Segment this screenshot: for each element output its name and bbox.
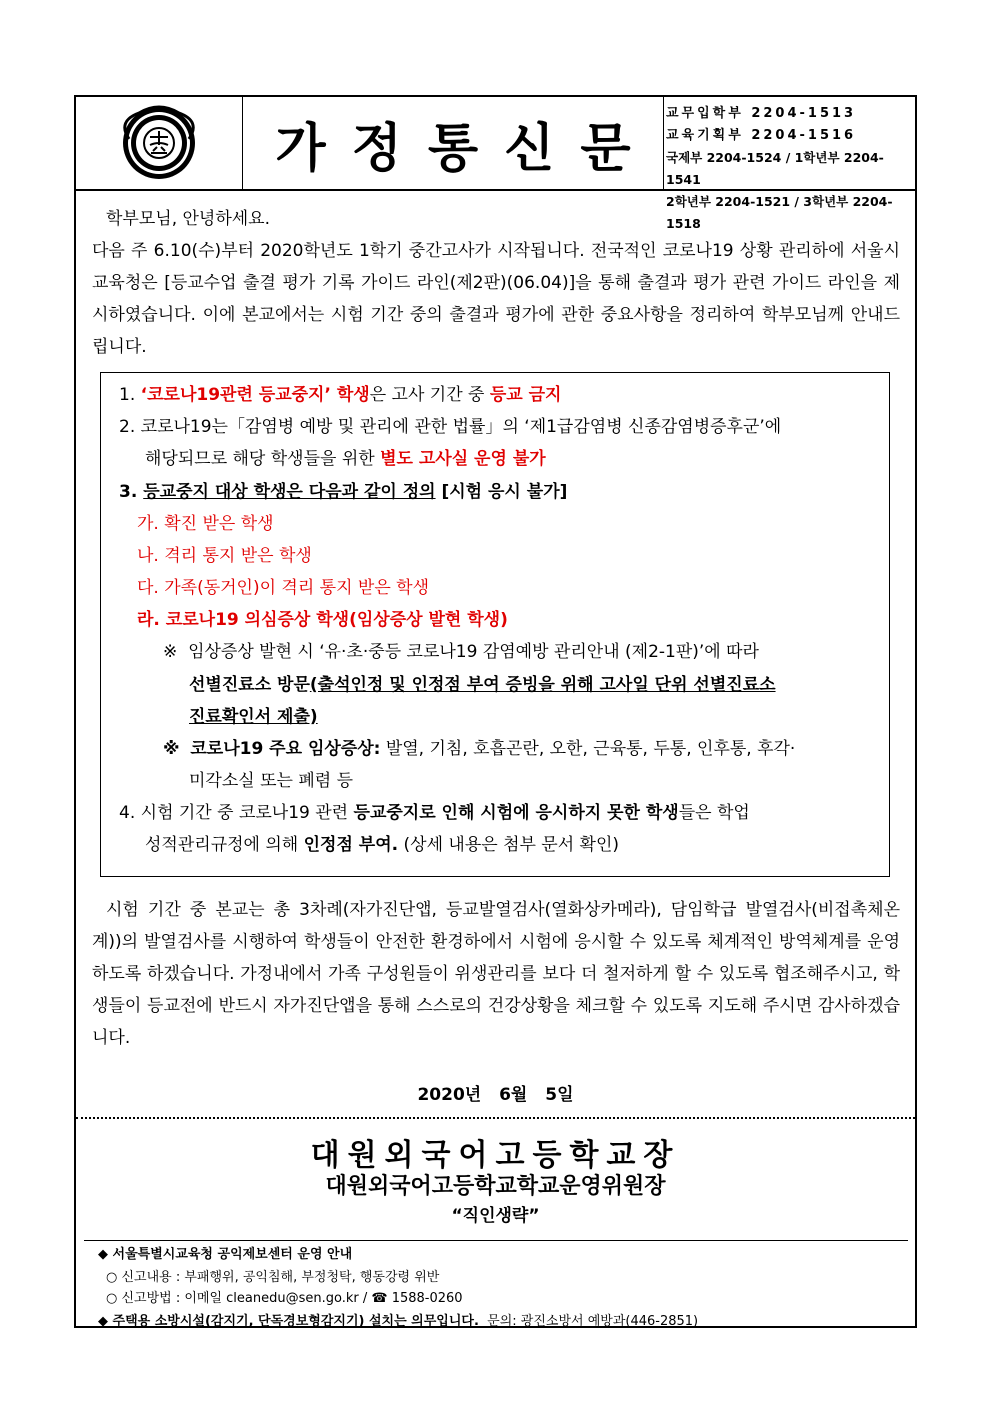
sub-item-ga: 가. 확진 받은 학생 [137, 514, 274, 534]
symptom-note-cont: 선별진료소 방문(출석인정 및 인정점 부여 증빙을 위해 고사일 단위 선별진료소 [189, 675, 776, 695]
main-symptoms-note: ※ 코로나19 주요 임상증상: 발열, 기침, 호흡곤란, 오한, 근육통, 두통, 인후통, 후각· [163, 739, 796, 759]
page-title: 가정통신문 [275, 118, 657, 179]
phone-line: 국제부 2204-1524 / 1학년부 2204-1541 [666, 150, 884, 187]
phone-line: 2학년부 2204-1521 / 3학년부 2204-1518 [666, 194, 893, 231]
main-symptoms-cont: 미각소실 또는 폐렴 등 [189, 771, 354, 791]
notice-item-2: 2. 코로나19는「감염병 예방 및 관리에 관한 법률」의 ‘제1급감염병 신종감염병증후군’에 [119, 417, 782, 437]
symptom-note-cont2: 진료확인서 제출) [189, 707, 318, 727]
sub-item-na: 나. 격리 통지 받은 학생 [137, 546, 312, 566]
footer-report-method: ○ 신고방법 : 이메일 cleanedu@sen.go.kr / ☎ 1588-0260 [106, 1291, 463, 1306]
footer-fire-safety: ◆ 주택용 소방시설(감지기, 단독경보형감지기) 설치는 의무입니다. 문의: 광진소방서 예방과(446-2851) [98, 1314, 699, 1329]
footer-divider [84, 1240, 908, 1241]
closing-paragraph: 시험 기간 중 본교는 총 3차례(자가진단앱, 등교발열검사(열화상카메라), 담임학급 발열검사(비접촉체온계))의 발열검사를 시행하여 학생들이 안전한 환경하에서 시험에 응시할 수 있도록 체계적인 방역체계를 운영하도록 하겠습니다. 가정내에서 가족 구성원들이 위생관리를 보다 더 철저하게 할 수 있도록 협조해주시고, 학생들이 등교전에 반드시 자가진단앱을 통해 스스로의 건강상황을 체크할 수 있도록 지도해 주시면 감사하겠습니다. [92, 900, 900, 1048]
footer-report-content: ○ 신고내용 : 부패행위, 공익침해, 부정청탁, 행동강령 위반 [106, 1270, 440, 1285]
school-emblem-icon [76, 97, 242, 189]
notice-item-2-cont: 해당되므로 해당 학생들을 위한 별도 고사실 운영 불가 [145, 449, 546, 469]
committee-signature: 대원외국어고등학교학교운영위원장 [325, 1174, 666, 1199]
intro-paragraph: 다음 주 6.10(수)부터 2020학년도 1학기 중간고사가 시작됩니다. 전국적인 코로나19 상황 관리하에 서울시교육청은 [등교수업 출결 평가 기록 가이드 라인(제2판)(06.04)]을 통해 출결과 평가 관련 가이드 라인을 제시하였습니다. 이에 본교에서는 시험 기간 중의 출결과 평가에 관한 중요사항을 정리하여 학부모님께 안내드립니다. [92, 241, 900, 357]
principal-signature: 대원외국어고등학교장 [310, 1138, 681, 1173]
document-frame [74, 95, 917, 1328]
phone-line: 교무입학부 2204-1513 [666, 106, 857, 121]
phone-line: 교육기획부 2204-1516 [666, 128, 857, 143]
notice-item-4: 4. 시험 기간 중 코로나19 관련 등교중지로 인해 시험에 응시하지 못한 학생들은 학업 [119, 803, 750, 823]
sub-item-da: 다. 가족(동거인)이 격리 통지 받은 학생 [137, 578, 430, 598]
dotted-divider [76, 1117, 915, 1119]
footer-report-center: ◆ 서울특별시교육청 공익제보센터 운영 안내 [98, 1247, 353, 1262]
title-cell [243, 97, 664, 189]
letter-date: 2020년 6월 5일 [417, 1085, 574, 1105]
symptom-note: ※ 임상증상 발현 시 ‘유·초·중등 코로나19 감염예방 관리안내 (제2-1판)’에 따라 [163, 642, 759, 662]
greeting: 학부모님, 안녕하세요. [106, 209, 271, 229]
notice-box [100, 372, 890, 877]
notice-item-1: 1. ‘코로나19관련 등교중지’ 학생은 고사 기간 중 등교 금지 [119, 385, 562, 405]
seal-omitted: “직인생략” [451, 1206, 540, 1226]
notice-item-3: 3. 등교중지 대상 학생은 다음과 같이 정의 [시험 응시 불가] [119, 482, 568, 502]
notice-item-4-cont: 성적관리규정에 의해 인정점 부여. (상세 내용은 첨부 문서 확인) [145, 835, 620, 855]
school-logo-cell [76, 97, 243, 189]
sub-item-ra: 라. 코로나19 의심증상 학생(임상증상 발현 학생) [137, 610, 508, 630]
